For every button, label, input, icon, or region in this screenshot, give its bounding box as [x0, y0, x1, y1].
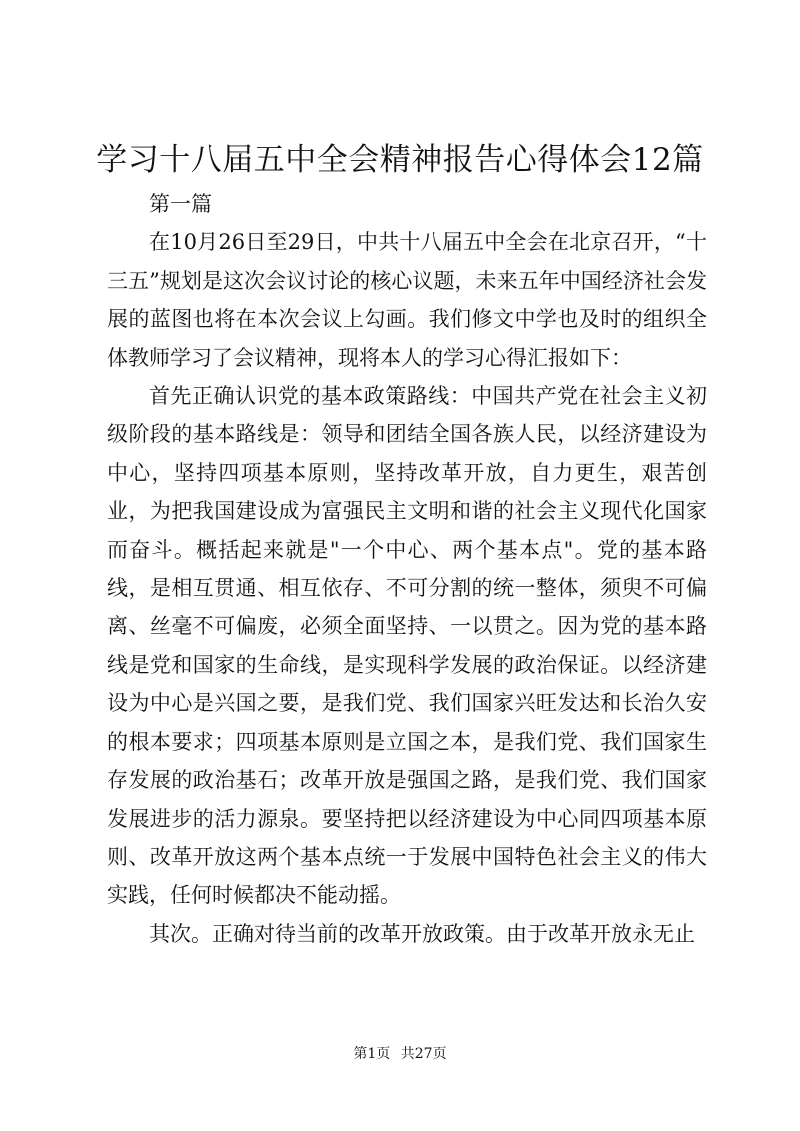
paragraph-first-point: 首先正确认识党的基本政策路线：中国共产党在社会主义初级阶段的基本路线是：领导和团结全国各族人民，以经济建设为中心，坚持四项基本原则，坚持改革开放，自力更生，艰苦创业，为把我国建设成为富强民主文明和谐的社会主义现代化国家而奋斗。概括起来就是"一个中心、两个基本点"。党的基本路线，是相互贯通、相互依存、不可分割的统一整体，须臾不可偏离、丝毫不可偏废，必须全面坚持、一以贯之。因为党的基本路线是党和国家的生命线，是实现科学发展的政治保证。以经济建设为中心是兴国之要，是我们党、我们国家兴旺发达和长治久安的根本要求；四项基本原则是立国之本，是我们党、我们国家生存发展的政治基石；改革开放是强国之路，是我们党、我们国家发展进步的活力源泉。要坚持把以经济建设为中心同四项基本原则、改革开放这两个基本点统一于发展中国特色社会主义的伟大实践，任何时候都决不能动摇。: [107, 384, 707, 908]
section-heading: 第一篇: [149, 192, 212, 216]
paragraph-second-point: 其次。正确对待当前的改革开放政策。由于改革开放永无止: [149, 921, 695, 946]
page-footer: [0, 1044, 800, 1064]
document-body: [107, 185, 707, 953]
document-title: 学习十八届五中全会精神报告心得体会12篇: [96, 142, 704, 178]
paragraph-intro: 在10月26日至29日，中共十八届五中全会在北京召开，“十三五”规划是这次会议讨论的核心议题，未来五年中国经济社会发展的蓝图也将在本次会议上勾画。我们修文中学也及时的组织全体教师学习了会议精神，现将本人的学习心得汇报如下：: [107, 230, 707, 370]
page-total: 共27页: [400, 1046, 447, 1062]
page-number: 第1页: [353, 1046, 391, 1062]
